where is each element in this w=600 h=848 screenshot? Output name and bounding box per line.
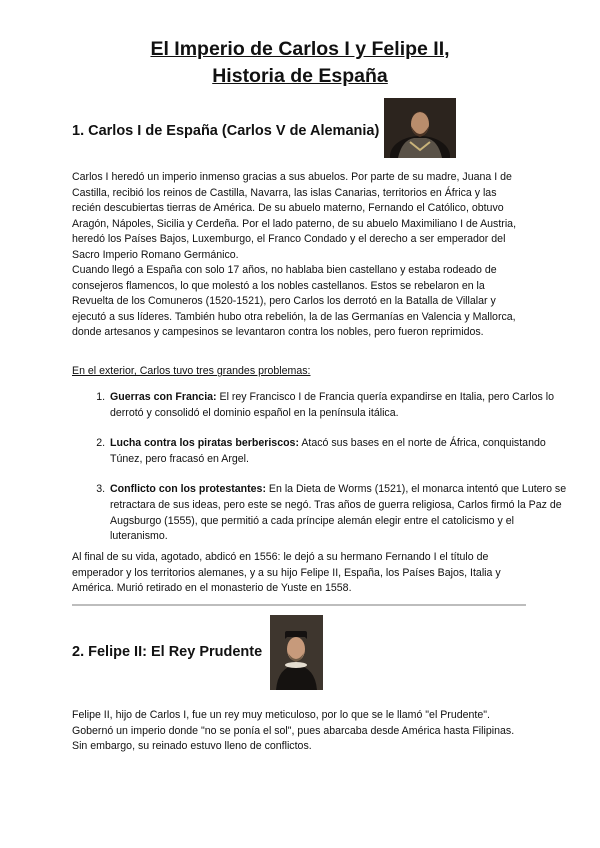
problem-title: Lucha contra los piratas berberiscos: — [110, 437, 299, 450]
carlos-portrait-image — [384, 98, 456, 158]
felipe-portrait-illustration — [270, 615, 323, 690]
list-item — [108, 436, 568, 467]
section-1-closing: Al final de su vida, agotado, abdicó en 1556: le dejó a su hermano Fernando I el título de emperador y los territorios alemanes, y a su hijo Felipe II, España, los Países Bajos, Italia y América. Murió retirado en el monasterio de Yuste en 1558. — [72, 551, 501, 595]
carlos-portrait-illustration — [384, 98, 456, 158]
problem-title: Guerras con Francia: — [110, 391, 217, 403]
section-1-heading: 1. Carlos I de España (Carlos V de Alemania) — [72, 123, 380, 139]
section-1-paragraph-1: Carlos I heredó un imperio inmenso gracias a sus abuelos. Por parte de su madre, Juana I de Castilla, recibió los reinos de Castilla, Navarra, las islas Canarias, territorios en África y las recién descubiertas tierras de América. De su abuelo materno, Fernando el Católico, obtuvo Aragón, Nápoles, Sicilia y Cerdeña. Por el lado paterno, de su abuelo Maximiliano I de Austria, heredó los Países Bajos, Luxemburgo, el Franco Condado y el derecho a ser emperador del Sacro Imperio Romano Germánico. — [72, 171, 517, 261]
title-line-1: El Imperio de Carlos I y Felipe II, — [150, 38, 450, 60]
document-title — [0, 36, 600, 90]
problems-list — [72, 390, 568, 560]
problem-text: Atacó sus bases en el norte de África, conquistando Túnez, pero fracasó en Argel. — [110, 437, 546, 465]
section-2-paragraph-1: Felipe II, hijo de Carlos I, fue un rey muy meticuloso, por lo que se le llamó "el Prudente". Gobernó un imperio donde "no se ponía el sol", pues abarcaba desde América hasta Filipinas. Sin embargo, su reinado estuvo lleno de conflictos. — [72, 709, 515, 753]
problem-text: En la Dieta de Worms (1521), el monarca intentó que Lutero se retractara de sus ideas, pero este se negó. Tras años de guerra religiosa, Carlos firmó la Paz de Augsburgo (1555), que permitió a cada príncipe alemán elegir entre el catolicismo y el luteranismo. — [110, 483, 567, 543]
list-item — [108, 390, 568, 421]
section-1-paragraph-2: Cuando llegó a España con solo 17 años, no hablaba bien castellano y estaba rodeado de consejeros flamencos, lo que molestó a los nobles castellanos. Estos se rebelaron en la Revuelta de los Comuneros (1520-1521), pero Carlos los derrotó en la Batalla de Villalar y ejecutó a sus líderes. También hubo otra rebelión, la de las Germanías en Valencia y Mallorca, donde artesanos y campesinos se levantaron contra los nobles, pero fueron reprimidos. — [72, 264, 516, 339]
felipe-portrait-image — [270, 615, 323, 690]
title-line-2: Historia de España — [212, 65, 388, 87]
problem-text: El rey Francisco I de Francia quería expandirse en Italia, pero Carlos lo derrotó y consolidó el dominio español en la península itálica. — [110, 391, 554, 419]
problems-intro: En el exterior, Carlos tuvo tres grandes problemas: — [72, 365, 311, 377]
list-item — [108, 482, 568, 544]
section-divider — [72, 604, 526, 606]
section-2-heading: 2. Felipe II: El Rey Prudente — [72, 644, 263, 660]
problem-title: Conflicto con los protestantes: — [110, 483, 266, 496]
